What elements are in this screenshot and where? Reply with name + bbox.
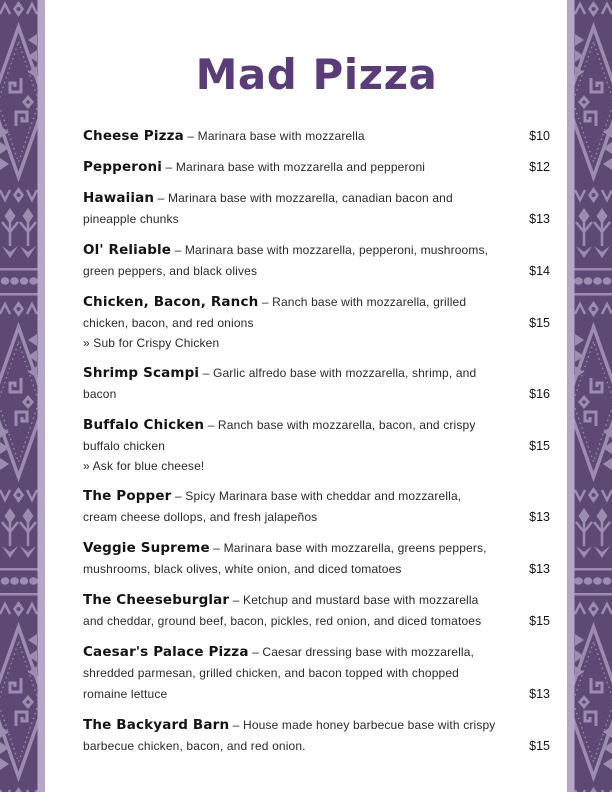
item-price: $14	[529, 264, 550, 278]
menu-item-row	[83, 486, 550, 528]
item-name: Chicken, Bacon, Ranch	[83, 294, 259, 310]
item-name: Ol' Reliable	[83, 242, 172, 258]
menu-item	[83, 188, 550, 230]
menu-item-row	[83, 188, 550, 230]
menu-item-row	[83, 240, 550, 282]
decorative-border-right	[567, 0, 612, 792]
item-name: Buffalo Chicken	[83, 417, 205, 433]
menu-item-row	[83, 590, 550, 632]
menu-item	[83, 715, 550, 757]
item-description: – Garlic alfredo base with mozzarella, shrimp, and bacon	[83, 366, 477, 401]
item-price: $15	[529, 614, 550, 628]
menu-item	[83, 486, 550, 528]
item-description: – Spicy Marinara base with cheddar and mozzarella, cream cheese dollops, and fresh jalapeños	[83, 489, 462, 524]
menu-item-row	[83, 538, 550, 580]
item-name: Shrimp Scampi	[83, 365, 200, 381]
menu-item-text	[83, 292, 520, 334]
item-description: – Ranch base with mozzarella, grilled chicken, bacon, and red onions	[83, 295, 467, 330]
item-note: » Ask for blue cheese!	[83, 459, 205, 473]
menu-item-text	[83, 240, 520, 282]
menu-item	[83, 538, 550, 580]
menu-item-text	[83, 415, 520, 457]
menu-item	[83, 415, 550, 476]
menu-item-row	[83, 157, 550, 178]
item-price: $13	[529, 562, 550, 576]
menu-item	[83, 642, 550, 705]
menu-item-text	[83, 363, 520, 405]
item-name: The Popper	[83, 488, 172, 504]
menu-item-text	[83, 590, 520, 632]
item-price: $13	[529, 687, 550, 701]
item-name: Cheese Pizza	[83, 128, 184, 144]
menu-item	[83, 240, 550, 282]
item-description: – House made honey barbecue base with crispy barbecue chicken, bacon, and red onion.	[83, 718, 496, 753]
item-price: $13	[529, 510, 550, 524]
item-name: Pepperoni	[83, 159, 163, 175]
item-description: – Ranch base with mozzarella, bacon, and crispy buffalo chicken	[83, 418, 476, 453]
menu-item-row	[83, 292, 550, 334]
menu-item-text	[83, 126, 520, 147]
menu-item	[83, 590, 550, 632]
menu-item-row	[83, 415, 550, 457]
item-note: » Sub for Crispy Chicken	[83, 336, 220, 350]
item-description: – Caesar dressing base with mozzarella, shredded parmesan, grilled chicken, and bacon topped with chopped romaine lettuce	[83, 645, 475, 701]
menu-item-text	[83, 157, 520, 178]
item-description: – Marinara base with mozzarella	[187, 129, 365, 143]
item-name: The Cheeseburglar	[83, 592, 230, 608]
item-description: – Ketchup and mustard base with mozzarella and cheddar, ground beef, bacon, pickles, red onion, and diced tomatoes	[83, 593, 482, 628]
item-name: Caesar's Palace Pizza	[83, 644, 249, 660]
item-name: Veggie Supreme	[83, 540, 210, 556]
menu-page	[83, 0, 550, 767]
item-price: $15	[529, 739, 550, 753]
menu-item-text	[83, 486, 520, 528]
item-description: – Marinara base with mozzarella, canadian bacon and pineapple chunks	[83, 191, 453, 226]
item-description: – Marinara base with mozzarella and pepperoni	[165, 160, 426, 174]
item-description: – Marinara base with mozzarella, pepperoni, mushrooms, green peppers, and black olives	[83, 243, 489, 278]
page-title: Mad Pizza	[195, 50, 438, 99]
menu-item-row	[83, 126, 550, 147]
decorative-border-left	[0, 0, 45, 792]
item-price: $15	[529, 439, 550, 453]
menu-item-text	[83, 538, 520, 580]
item-price: $15	[529, 316, 550, 330]
menu-item-text	[83, 642, 520, 705]
menu-item-text	[83, 188, 520, 230]
item-name: Hawaiian	[83, 190, 155, 206]
menu-item	[83, 363, 550, 405]
menu-list	[83, 126, 550, 757]
menu-item-text	[83, 715, 520, 757]
menu-item-row	[83, 642, 550, 705]
item-price: $13	[529, 212, 550, 226]
menu-item-row	[83, 715, 550, 757]
item-price: $10	[529, 129, 550, 143]
menu-item-row	[83, 363, 550, 405]
menu-item	[83, 157, 550, 178]
menu-item	[83, 126, 550, 147]
menu-item	[83, 292, 550, 353]
item-price: $16	[529, 387, 550, 401]
item-description: – Marinara base with mozzarella, greens peppers, mushrooms, black olives, white onion, and diced tomatoes	[83, 541, 487, 576]
item-price: $12	[529, 160, 550, 174]
item-name: The Backyard Barn	[83, 717, 230, 733]
